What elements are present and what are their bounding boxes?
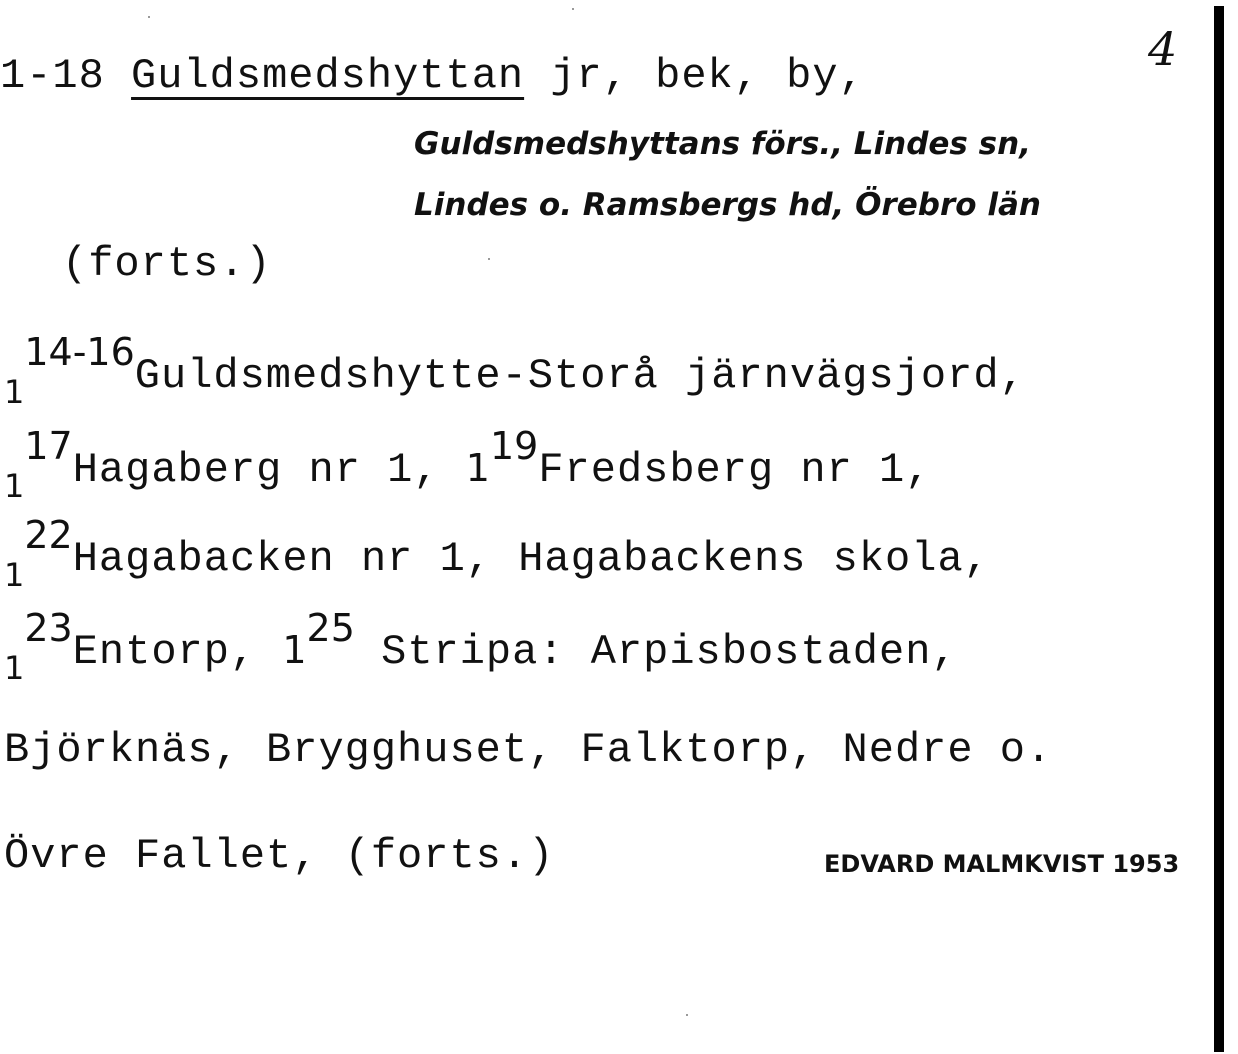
entry-sup-number: 23 (24, 606, 73, 650)
place-name: Guldsmedshyttan (131, 52, 525, 100)
entry-sup-number: 22 (24, 513, 73, 557)
entry-line (4, 606, 958, 687)
entry-line (4, 424, 932, 505)
scan-speck (488, 258, 490, 260)
continuation-line: Övre Fallet, (forts.) (4, 832, 555, 880)
entry-sup-number: 14-16 (24, 330, 135, 374)
entry-line (4, 513, 990, 594)
place-code: 1-18 (0, 52, 105, 100)
entry-base-number: 1 (4, 649, 25, 687)
card-page-number: 4 (1148, 22, 1178, 76)
entry-sup-number: 25 (306, 606, 355, 650)
parish-line-1: Guldsmedshyttans förs., Lindes sn, (414, 126, 1031, 162)
entry-text: Hagabacken nr 1, Hagabackens skola, (72, 535, 990, 583)
entry-base-number: 1 (465, 446, 490, 490)
entry-base-number: 1 (4, 467, 25, 505)
scan-speck (572, 8, 574, 10)
parish-line-2: Lindes o. Ramsbergs hd, Örebro län (414, 187, 1041, 223)
entry-base-number: 1 (4, 373, 25, 411)
entry-base-number: 1 (282, 628, 307, 672)
continuation-line: Björknäs, Brygghuset, Falktorp, Nedre o. (4, 726, 1053, 774)
entry-line (4, 330, 1026, 411)
scan-speck (148, 16, 150, 18)
place-types: jr, bek, by, (550, 52, 865, 100)
card-edge-rule (1214, 6, 1224, 1052)
entry-text: Fredsberg nr 1, (538, 446, 932, 494)
card-header-line (0, 52, 865, 100)
entry-sup-number: 17 (24, 424, 73, 468)
entry-text: Stripa: Arpisbostaden, (354, 628, 958, 676)
entry-sup-number: 19 (489, 424, 539, 468)
scan-speck (686, 1014, 688, 1016)
author-signature: EDVARD MALMKVIST 1953 (824, 850, 1180, 878)
entry-text: Guldsmedshytte-Storå järnvägsjord, (134, 352, 1026, 400)
entry-text: Entorp, (72, 628, 283, 676)
entry-text: Hagaberg nr 1, (72, 446, 466, 494)
continued-marker-top: (forts.) (62, 240, 272, 288)
entry-base-number: 1 (4, 556, 25, 594)
